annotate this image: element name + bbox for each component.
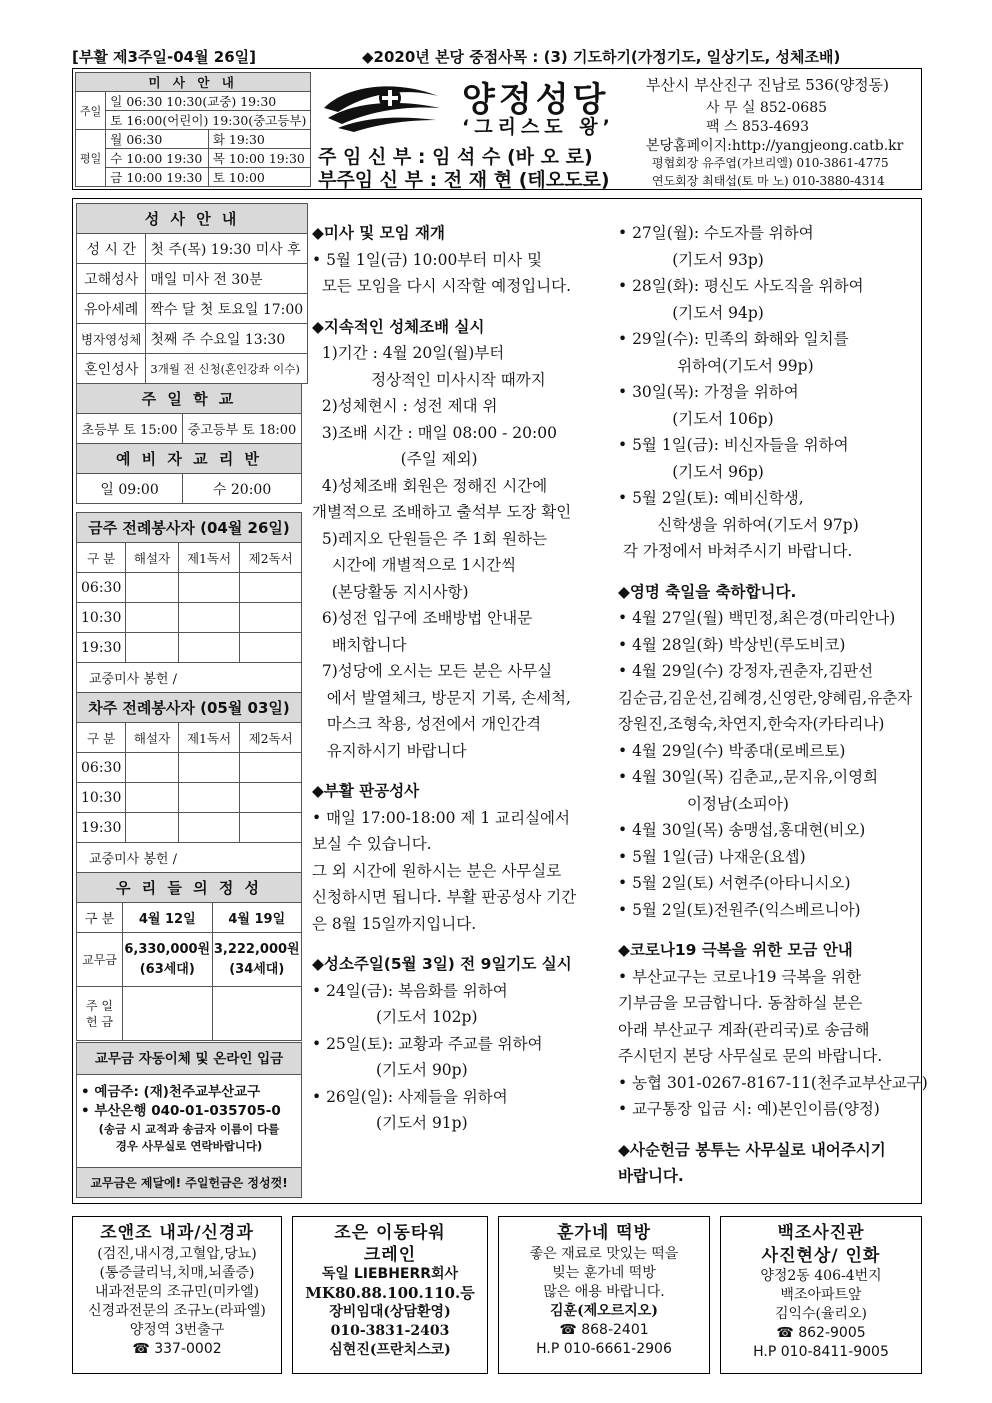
news-line: • 24일(금): 복음화를 위하여 (312, 981, 508, 1000)
news-line: • 4월 30일(목) 송맹섭,홍대현(비오) (618, 821, 866, 839)
sunday-school-table (76, 383, 302, 504)
section-gap (618, 923, 918, 937)
weekday-mass-cell: 금 10:00 19:30 (106, 168, 209, 187)
ad-line: (통증클리닉,치매,뇌졸증) (99, 1265, 255, 1281)
ad-title: 백조사진관 (777, 1223, 865, 1243)
ad-line: 크레인 (363, 1245, 417, 1265)
ad-line: MK80.88.100.110.등 (305, 1284, 475, 1302)
news-line: 김순금,김운선,김혜경,신영란,양혜림,유춘자 (618, 688, 913, 707)
col-header: 구 분 (77, 543, 126, 573)
section-gap (312, 764, 617, 778)
amount (123, 987, 213, 1041)
section-gap (618, 565, 918, 579)
news-line: (기도서 93p) (618, 250, 764, 269)
news-line: • 30일(목): 가정을 위하여 (618, 383, 799, 401)
news-line: (기도서 96p) (618, 462, 764, 481)
council-president: 평협회장 유주엽(가브리엘) 010-3861-4775 (652, 156, 889, 170)
section-title: ◆사순헌금 봉투는 사무실로 내어주시기 (618, 1140, 886, 1159)
news-line: 모든 모임을 다시 시작할 예정입니다. (312, 277, 572, 295)
news-line: • 28일(화): 평신도 사도직을 위하여 (618, 277, 864, 295)
ad-line: 김훈(제오르지오) (550, 1303, 658, 1319)
news-line: 배치합니다 (312, 635, 407, 654)
time-cell: 19:30 (77, 813, 126, 843)
catechumen-cell: 일 09:00 (77, 474, 183, 504)
ad-line: 신경과전문의 조규노(라파엘) (88, 1303, 266, 1319)
servers-next-week-table (76, 692, 302, 873)
ad-line: 백조아파트앞 (780, 1287, 862, 1303)
pastoral-priority: ◆2020년 본당 중점사목 : (3) 기도하기(가정기도, 일상기도, 성체조배) (362, 48, 841, 66)
parish-name: 양정성당 (462, 80, 610, 120)
ad-clinic (72, 1216, 282, 1374)
section-title: ◆미사 및 모임 재개 (312, 224, 445, 242)
news-line: • 매일 17:00-18:00 제 1 교리실에서 (312, 808, 570, 827)
section-gap (312, 937, 617, 951)
sunday-mass-row: 일 06:30 10:30(교중) 19:30 (106, 92, 311, 111)
news-line: 유지하시기 바랍니다 (312, 741, 467, 760)
section-gap (312, 300, 617, 314)
news-line: • 29일(수): 민족의 화해와 일치를 (618, 330, 849, 348)
households: (34세대) (229, 961, 285, 977)
ad-line: 내과전문의 조규민(미카엘) (94, 1284, 260, 1300)
ad-mobile: H.P 010-8411-9005 (753, 1344, 889, 1360)
col-header: 해설자 (126, 543, 178, 573)
news-line: (기도서 90p) (312, 1061, 468, 1079)
amount (212, 987, 302, 1041)
row-label: 교무금 (77, 933, 123, 987)
news-line: • 27일(월): 수도자를 위하여 (618, 224, 814, 242)
news-line: • 5월 2일(토)전원주(익스베르니아) (618, 900, 861, 919)
news-line: • 4월 29일(수) 박종대(로베르토) (618, 741, 846, 760)
ad-phone: 010-3831-2403 (330, 1323, 450, 1339)
col-header: 4월 12일 (123, 903, 213, 933)
sacrament-value: 3개월 전 신청(혼인강좌 이수) (146, 354, 308, 384)
catechumen-title: 예 비 자 교 리 반 (77, 444, 302, 474)
time-cell: 19:30 (77, 633, 126, 663)
sacrament-value: 첫째 주 수요일 13:30 (146, 324, 308, 354)
ad-line: 양정역 3번출구 (129, 1322, 225, 1338)
sunday-school-cell: 초등부 토 15:00 (77, 414, 183, 444)
fax-number: 팩 스 853-4693 (706, 119, 810, 135)
ad-phone: ☎ 868-2401 (559, 1322, 649, 1338)
ad-line: 심현진(프란치스코) (329, 1342, 451, 1358)
section-title: ◆부활 판공성사 (312, 782, 420, 800)
news-line: 에서 발열체크, 방문지 기록, 손세척, (312, 688, 571, 707)
section-title: 바랍니다. (618, 1167, 684, 1185)
news-line: • 5월 2일(토): 예비신학생, (618, 489, 804, 507)
sacraments-title: 성 사 안 내 (77, 204, 308, 234)
sacrament-label: 고해성사 (77, 264, 146, 294)
news-line: 1)기간 : 4월 20일(월)부터 (312, 344, 505, 362)
ad-crane (292, 1216, 488, 1374)
news-line: 개별적으로 조배하고 출석부 도장 확인 (312, 503, 572, 521)
news-line: • 4월 30일(목) 김춘교,,문지유,이영희 (618, 768, 879, 786)
news-line: (본당활동 지시사항) (312, 582, 469, 601)
ad-title: 조은 이동타워 (334, 1223, 446, 1243)
weekday-mass-cell: 수 10:00 19:30 (106, 149, 209, 168)
servers-next-title: 차주 전례봉사자 (05월 03일) (77, 693, 302, 723)
offering-row: 교중미사 봉헌 / (77, 843, 302, 873)
news-line: (기도서 94p) (618, 303, 764, 322)
assistant-pastor-line: 부주임 신 부 : 전 재 현 (테오도로) (318, 169, 610, 191)
mass-schedule-table (75, 72, 311, 187)
offerings-title: 우 리 들 의 정 성 (77, 873, 302, 903)
news-line: • 25일(토): 교황과 주교를 위하여 (312, 1034, 543, 1053)
news-line: 은 8월 15일까지입니다. (312, 914, 477, 933)
pastor-line: 주 임 신 부 : 임 석 수 (바 오 로) (318, 146, 593, 168)
news-line: 마스크 착용, 성전에서 개인간격 (312, 715, 542, 733)
news-line: 4)성체조배 회원은 정해진 시간에 (312, 476, 548, 495)
ad-photo-studio (720, 1216, 922, 1374)
sacrament-value: 짝수 달 첫 토요일 17:00 (146, 294, 308, 324)
ad-phone: ☎ 862-9005 (776, 1325, 866, 1341)
ad-line: 좋은 재료로 맛있는 떡을 (529, 1246, 679, 1262)
row-label: 주 일 헌 금 (77, 987, 123, 1041)
ad-line: 많은 애용 바랍니다. (543, 1284, 665, 1300)
account-holder: • 예금주: (재)천주교부산교구 (81, 1084, 261, 1100)
time-cell: 06:30 (77, 753, 126, 783)
ad-line: 양정2동 406-4번지 (760, 1268, 882, 1284)
col-header: 구 분 (77, 903, 123, 933)
households: (63세대) (139, 961, 195, 977)
sacrament-value: 매일 미사 전 30분 (146, 264, 308, 294)
col-header: 4월 19일 (212, 903, 302, 933)
section-title: ◆코로나19 극복을 위한 모금 안내 (618, 941, 853, 959)
section-title: ◆성소주일(5월 3일) 전 9일기도 실시 (312, 955, 572, 973)
news-line: • 5월 1일(금) 10:00부터 미사 및 (312, 250, 543, 269)
week-label: [부활 제3주일-04월 26일] (72, 48, 256, 66)
news-line: 보실 수 있습니다. (312, 835, 432, 853)
news-line: • 4월 29일(수) 강정자,권춘자,김판선 (618, 662, 874, 680)
news-line: 그 외 시간에 원하시는 분은 사무실로 (312, 861, 562, 880)
news-column-1 (312, 220, 617, 1137)
news-line: (기도서 102p) (312, 1008, 478, 1026)
homepage-link[interactable]: 본당홈페이지:http://yangjeong.catb.kr (646, 138, 904, 154)
news-line: 신청하시면 됩니다. 부활 판공성사 기간 (312, 888, 577, 906)
news-line: 주시던지 본당 사무실로 문의 바랍니다. (618, 1047, 883, 1065)
news-line: • 5월 1일(금) 나재운(요셉) (618, 847, 806, 866)
news-column-2 (618, 220, 928, 1190)
news-line: 이정남(소피아) (618, 794, 789, 813)
section-gap (618, 1123, 918, 1137)
news-line: 아래 부산교구 계좌(관리국)로 송금해 (618, 1020, 870, 1039)
news-line: (기도서 91p) (312, 1114, 468, 1132)
weekday-mass-cell: 목 10:00 19:30 (208, 149, 311, 168)
col-header: 해설자 (126, 723, 178, 753)
section-title: ◆지속적인 성체조배 실시 (312, 317, 485, 336)
transfer-box (76, 1042, 302, 1198)
news-line: 3)조배 시간 : 매일 08:00 - 20:00 (312, 423, 557, 442)
weekday-mass-cell: 화 19:30 (208, 130, 311, 149)
sunday-school-cell: 중고등부 토 18:00 (183, 414, 302, 444)
news-line: • 4월 28일(화) 박상빈(루도비코) (618, 635, 846, 654)
news-line: • 농협 301-0267-8167-11(천주교부산교구) (618, 1073, 928, 1092)
bank-account: • 부산은행 040-01-035705-0 (81, 1103, 281, 1119)
news-line: (주일 제외) (312, 450, 478, 468)
sacrament-label: 병자영성체 (77, 324, 146, 354)
offerings-table (76, 872, 302, 1041)
sunday-label: 주일 (76, 92, 106, 130)
news-line: • 5월 2일(토) 서현주(아타니시오) (618, 874, 851, 892)
saturday-mass-row: 토 16:00(어린이) 19:30(중고등부) (106, 111, 311, 130)
news-line: 2)성체현시 : 성전 제대 위 (312, 397, 498, 415)
sidebar-table (76, 203, 308, 384)
transfer-footer: 교무금은 제달에! 주일헌금은 정성껏! (77, 1167, 301, 1197)
news-line: 7)성당에 오시는 모든 분은 사무실 (312, 662, 553, 680)
news-line: 장원진,조형숙,차연지,한숙자(카타리나) (618, 715, 885, 733)
address: 부산시 부산진구 진남로 536(양정동) (646, 76, 890, 94)
sacrament-label: 유아세례 (77, 294, 146, 324)
servers-this-title: 금주 전례봉사자 (04월 26일) (77, 513, 302, 543)
transfer-note: (송금 시 교적과 송금자 이름이 다를 (98, 1122, 280, 1136)
sacrament-value: 첫 주(목) 19:30 미사 후 (146, 234, 308, 264)
ad-title: 훈가네 떡방 (556, 1223, 652, 1243)
col-header: 제2독서 (240, 723, 302, 753)
ad-line: 빚는 훈가네 떡방 (552, 1265, 656, 1281)
amount: 3,222,000원 (213, 941, 300, 957)
col-header: 제2독서 (240, 543, 302, 573)
weekday-mass-cell: 월 06:30 (106, 130, 209, 149)
region-president: 연도회장 최태섭(토 마 노) 010-3880-4314 (652, 174, 885, 188)
news-line: 시간에 개별적으로 1시간씩 (312, 556, 517, 574)
servers-this-week-table (76, 512, 302, 693)
news-line: 신학생을 위하여(기도서 97p) (618, 515, 859, 534)
sacrament-label: 혼인성사 (77, 354, 146, 384)
ad-phone: ☎ 337-0002 (132, 1341, 222, 1357)
news-line: 각 가정에서 바쳐주시기 바랍니다. (618, 542, 853, 560)
news-line: 5)레지오 단원들은 주 1회 원하는 (312, 529, 548, 548)
ad-line: 사진현상/ 인화 (761, 1246, 881, 1266)
weekday-mass-cell: 토 10:00 (208, 168, 311, 187)
col-header: 구 분 (77, 723, 126, 753)
col-header: 제1독서 (178, 543, 240, 573)
offering-row: 교중미사 봉헌 / (77, 663, 302, 693)
news-line: 정상적인 미사시작 때까지 (312, 370, 546, 389)
ad-mobile: H.P 010-6661-2906 (536, 1341, 672, 1357)
news-line: • 교구통장 입금 시: 예)본인이름(양정) (618, 1100, 880, 1118)
ad-line: (검진,내시경,고혈압,당뇨) (97, 1246, 257, 1262)
ad-title: 조앤조 내과/신경과 (100, 1223, 254, 1243)
news-line: 6)성전 입구에 조배방법 안내문 (312, 609, 533, 627)
news-line: • 부산교구는 코로나19 극복을 위한 (618, 967, 862, 986)
news-line: 기부금을 모금합니다. 동참하실 분은 (618, 994, 863, 1012)
news-line: • 26일(일): 사제들을 위하여 (312, 1087, 508, 1106)
news-line: • 4월 27일(월) 백민정,최은경(마리안나) (618, 609, 896, 627)
catechumen-cell: 수 20:00 (183, 474, 302, 504)
ad-line: 김익수(율리오) (774, 1306, 868, 1322)
ad-line: 독일 LIEBHERR회사 (321, 1266, 459, 1282)
sacrament-label: 성 시 간 (77, 234, 146, 264)
col-header: 제1독서 (178, 723, 240, 753)
time-cell: 10:30 (77, 783, 126, 813)
time-cell: 10:30 (77, 603, 126, 633)
mass-title: 미 사 안 내 (76, 73, 311, 92)
section-title: ◆영명 축일을 축하합니다. (618, 582, 797, 601)
office-phone: 사 무 실 852-0685 (706, 100, 828, 116)
ad-rice-cake (498, 1216, 710, 1374)
transfer-title: 교무금 자동이체 및 온라인 입금 (77, 1043, 301, 1075)
parish-subtitle: ‘그리스도 왕’ (462, 116, 615, 138)
sunday-school-title: 주 일 학 교 (77, 384, 302, 414)
news-line: 위하여(기도서 99p) (618, 356, 814, 375)
amount: 6,330,000원 (124, 941, 211, 957)
ad-line: 장비임대(상담환영) (329, 1304, 451, 1320)
time-cell: 06:30 (77, 573, 126, 603)
news-line: (기도서 106p) (618, 409, 774, 428)
news-line: • 5월 1일(금): 비신자들을 위하여 (618, 436, 849, 454)
parish-logo (318, 74, 448, 138)
transfer-note: 경우 사무실로 연락바랍니다) (115, 1139, 263, 1153)
weekday-label: 평일 (76, 130, 106, 187)
